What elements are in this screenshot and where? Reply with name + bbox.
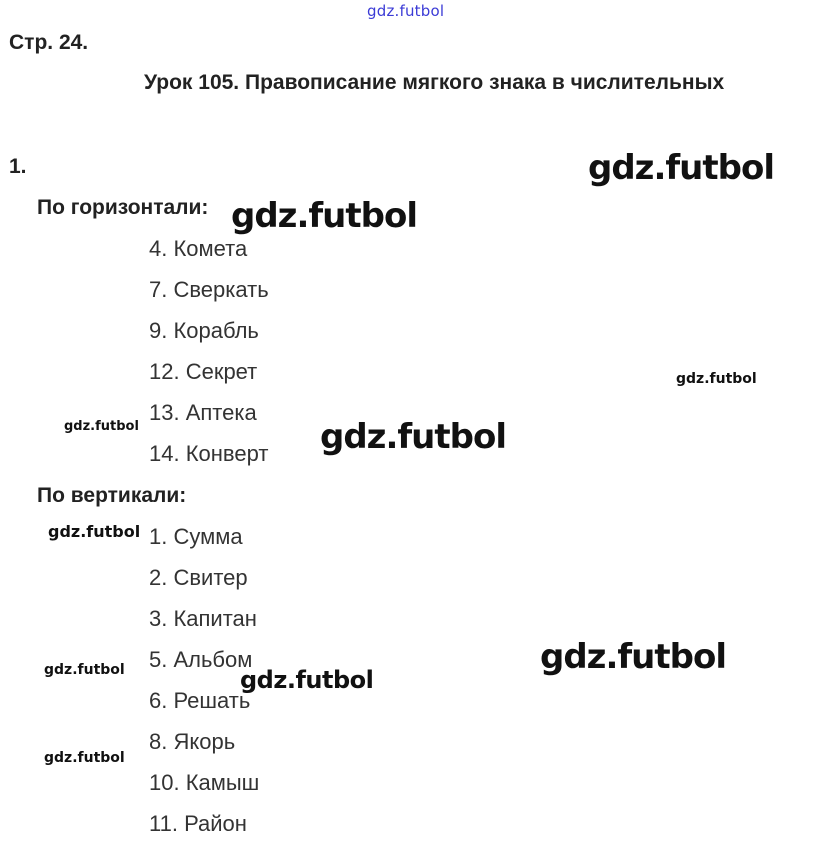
watermark: gdz.futbol [231,196,417,236]
watermark: gdz.futbol [676,371,757,387]
list-item: 9. Корабль [149,318,259,343]
list-item: 13. Аптека [149,400,257,425]
list-item: 6. Решать [149,688,251,713]
list-item: 11. Район [149,811,247,836]
watermark: gdz.futbol [64,419,139,434]
watermark: gdz.futbol [48,522,141,541]
list-item: 10. Камыш [149,770,260,795]
vertical-heading: По вертикали: [37,484,187,507]
task-number: 1. [9,155,27,178]
watermark: gdz.futbol [540,637,726,677]
list-item: 4. Комета [149,236,248,261]
horizontal-heading: По горизонтали: [37,196,209,219]
watermark: gdz.futbol [240,666,374,694]
list-item: 3. Капитан [149,606,257,631]
list-item: 14. Конверт [149,441,269,466]
list-item: 5. Альбом [149,647,253,672]
watermark: gdz.futbol [588,148,774,188]
source-watermark: gdz.futbol [367,2,445,20]
list-item: 8. Якорь [149,729,236,754]
list-item: 7. Сверкать [149,277,269,302]
watermark: gdz.futbol [320,417,506,457]
lesson-title: Урок 105. Правописание мягкого знака в числительных [144,71,725,94]
page-number: Стр. 24. [9,31,89,54]
watermark: gdz.futbol [44,662,125,678]
list-item: 12. Секрет [149,359,258,384]
horizontal-answer-list [149,234,269,480]
list-item: 2. Свитер [149,565,248,590]
list-item: 1. Сумма [149,524,243,549]
watermark: gdz.futbol [44,750,125,766]
